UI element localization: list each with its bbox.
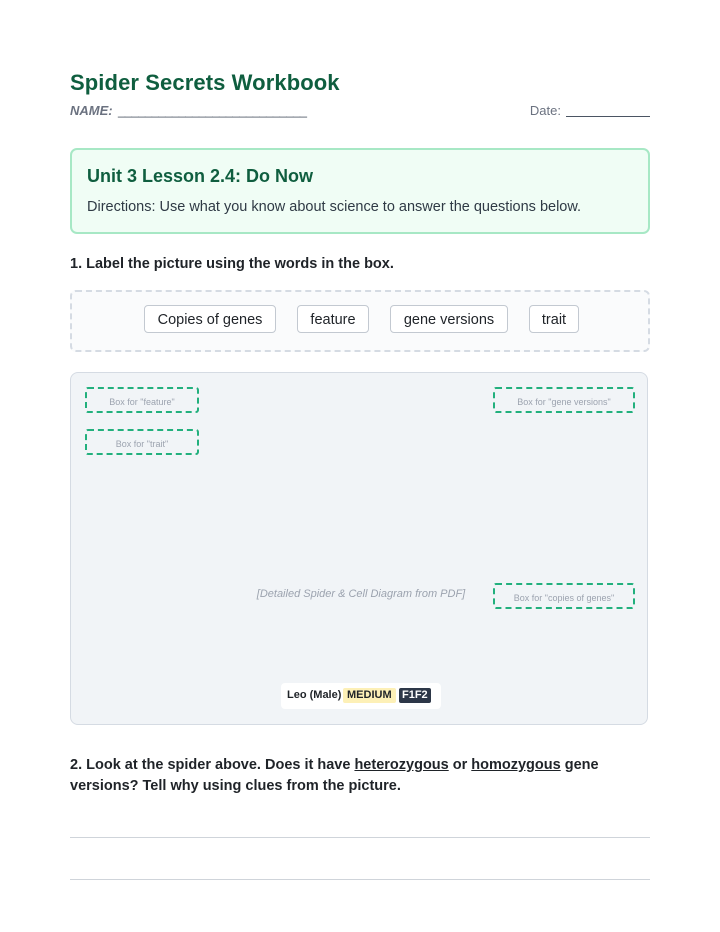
- answer-line-2[interactable]: [70, 879, 650, 880]
- lesson-box: [70, 148, 650, 234]
- workbook-title: Spider Secrets Workbook: [70, 70, 340, 95]
- label-slot-trait[interactable]: Box for "trait": [85, 429, 199, 455]
- label-slot-feature[interactable]: Box for "feature": [85, 387, 199, 413]
- lesson-title: Unit 3 Lesson 2.4: Do Now: [87, 166, 314, 186]
- term-heterozygous: heterozygous: [354, 757, 449, 773]
- word-chip-copies-of-genes[interactable]: Copies of genes: [144, 305, 276, 333]
- spider-diagram: [70, 372, 648, 725]
- word-chip-feature[interactable]: feature: [297, 305, 369, 333]
- question-2-prompt: [70, 755, 650, 797]
- spider-genes-badge: F1F2: [399, 688, 431, 703]
- lesson-directions: Directions: Use what you know about science to answer the questions below.: [87, 199, 582, 215]
- question-1-prompt: 1. Label the picture using the words in the box.: [70, 256, 394, 272]
- date-field[interactable]: [566, 116, 650, 117]
- question-2-text-b: or: [448, 757, 472, 773]
- question-2-text-a: 2. Look at the spider above. Does it have: [70, 757, 355, 773]
- name-date-row: [70, 103, 650, 121]
- word-chip-trait[interactable]: trait: [529, 305, 579, 333]
- term-homozygous: homozygous: [471, 757, 561, 773]
- question-2-text-c: gene versions? Tell why using clues from the picture.: [70, 757, 599, 794]
- label-slot-copies-of-genes[interactable]: Box for "copies of genes": [493, 583, 635, 609]
- answer-line-1[interactable]: [70, 837, 650, 838]
- name-field[interactable]: ____________________________: [118, 103, 307, 118]
- name-label: NAME:: [70, 103, 113, 118]
- label-slot-gene-versions[interactable]: Box for "gene versions": [493, 387, 635, 413]
- spider-name: Leo (Male): [287, 689, 342, 701]
- word-chip-gene-versions[interactable]: gene versions: [390, 305, 508, 333]
- spider-tag: [281, 683, 441, 709]
- spider-size-badge: MEDIUM: [343, 688, 396, 703]
- word-bank: [70, 290, 650, 352]
- diagram-placeholder: [Detailed Spider & Cell Diagram from PDF]: [256, 588, 466, 600]
- date-label: Date:: [529, 103, 561, 118]
